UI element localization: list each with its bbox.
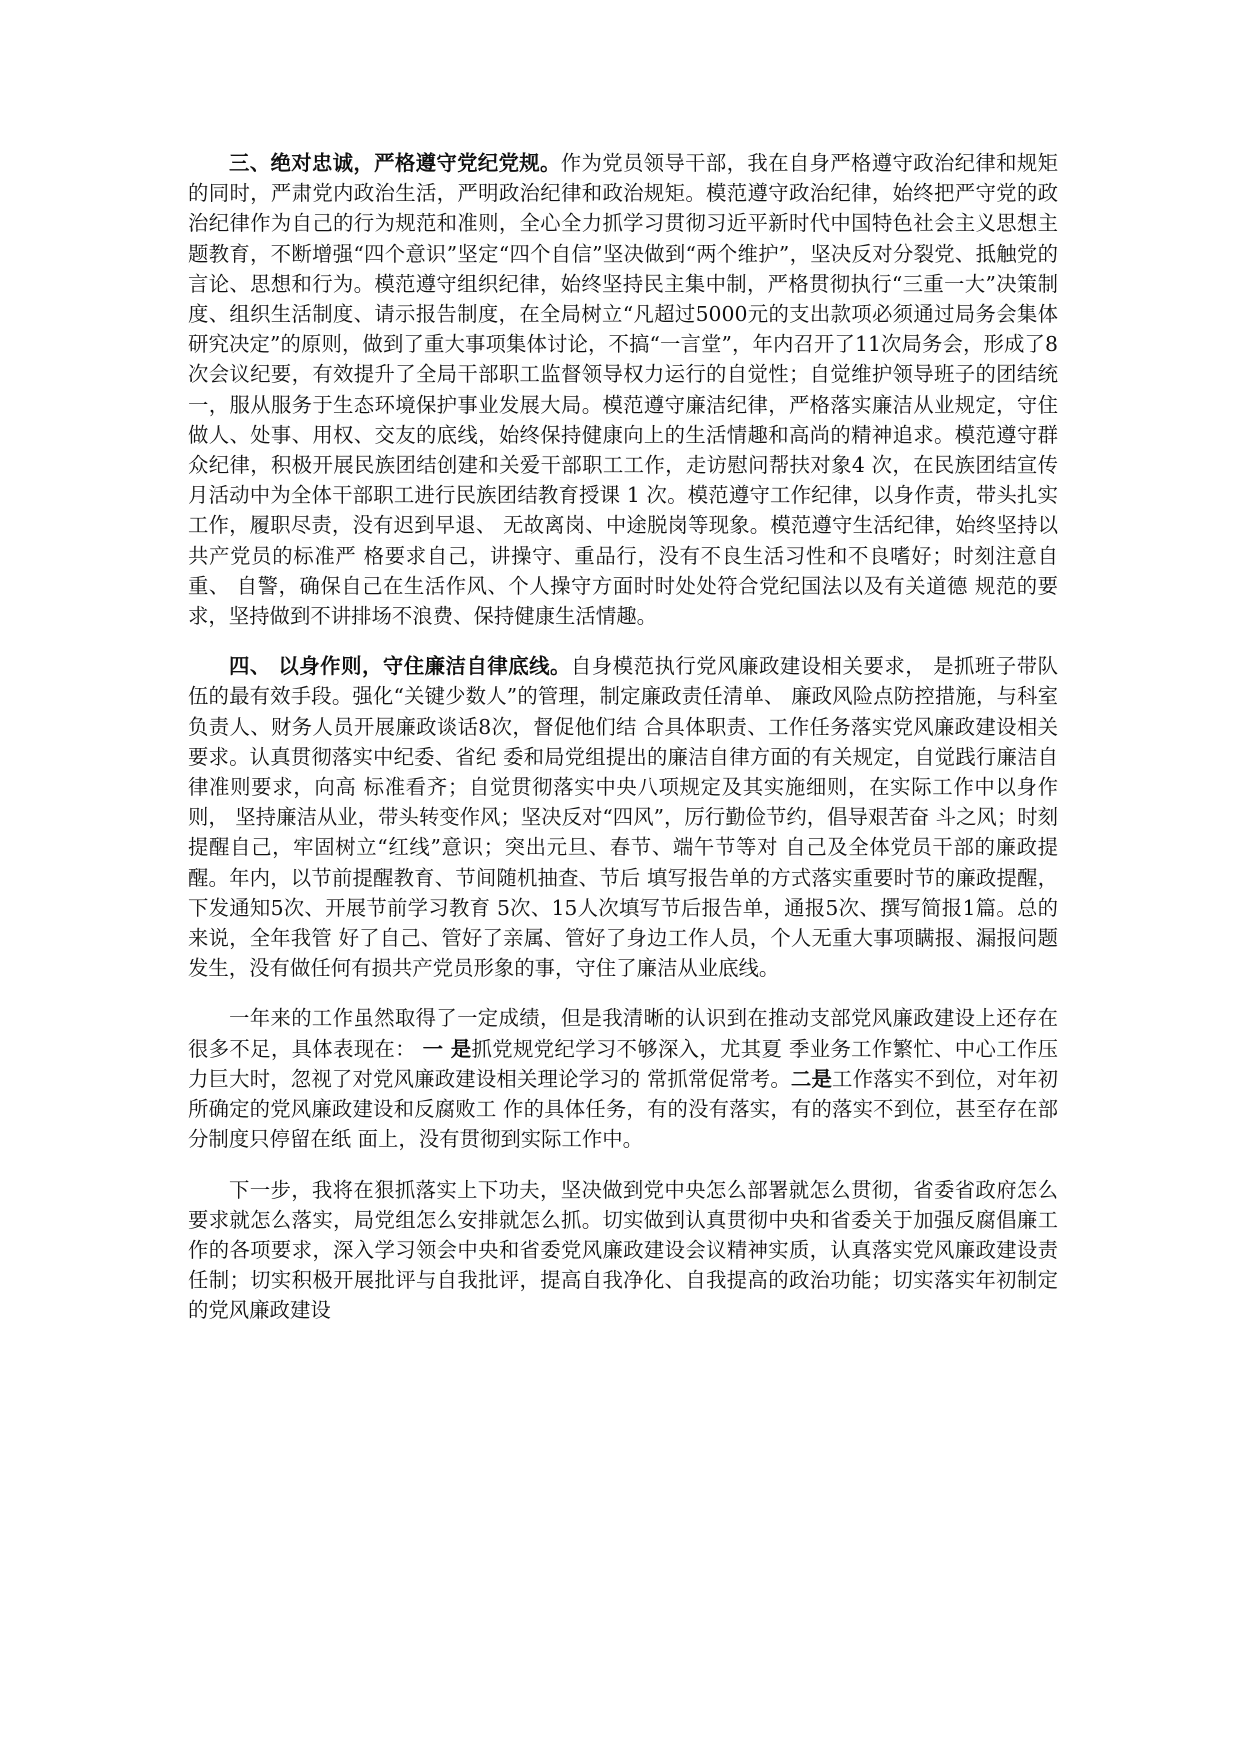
section-three-text: 作为党员领导干部，我在自身严格遵守政治纪律和规矩的同时，严肃党内政治生活，严明政治纪律和政治规矩。模范遵守政治纪律，始终把严守党的政治纪律作为自己的行为规范和准则，全心全力抓学习贯彻习近平新时代中国特色社会主义思想主题教育，不断增强“四个意识”坚定“四个自信”坚决做到“两个维护”，坚决反对分裂党、抵触党的言论、思想和行为。模范遵守组织纪律，始终坚持民主集中制，严格贯彻执行“三重一大”决策制度、组织生活制度、请示报告制度，在全局树立“凡超过5000元的支出款项必须通过局务会集体研究决定”的原则，做到了重大事项集体讨论，不搞“一言堂”，年内召开了11次局务会，形成了8次会议纪要，有效提升了全局干部职工监督领导权力运行的自觉性；自觉维护领导班子的团结统一，服从服务于生态环境保护事业发展大局。模范遵守廉洁纪律，严格落实廉洁从业规定，守住做人、处事、用权、交友的底线，始终保持健康向上的生活情趣和高尚的精神追求。模范遵守群众纪律，积极开展民族团结创建和关爱干部职工工作，走访慰问帮扶对象4 次，在民族团结宣传月活动中为全体干部职工进行民族团结教育授课 1 次。模范遵守工作纪律，以身作责，带头扎实工作，履职尽责，没有迟到早退、 无故离岗、中途脱岗等现象。模范遵守生活纪律，始终坚持以共产党员的标准严 格要求自己，讲操守、重品行，没有不良生活习性和不良嗜好；时刻注意自重、 自警，确保自己在生活作风、个人操守方面时时处处符合党纪国法以及有关道德 规范的要求，坚持做到不讲排场不浪费、保持健康生活情趣。 [188, 151, 1059, 629]
document-body [188, 148, 1058, 1346]
section-four-heading: 四、 以身作则，守住廉洁自律底线。 [229, 654, 571, 679]
paragraph-next-steps [188, 1175, 1058, 1326]
paragraph-shortcomings [188, 1003, 1058, 1154]
shortcomings-intro: 一年来的工作虽然取得了一定成绩，但是我清晰的认识到在推动支部党风廉政建设上还存在很多不足，具体表现在： [188, 1006, 1058, 1061]
paragraph-section-three [188, 148, 1058, 631]
shortcoming-one-marker: 一 是 [422, 1036, 472, 1061]
section-four-text: 自身模范执行党风廉政建设相关要求， 是抓班子带队伍的最有效手段。强化“关键少数人”的管理，制定廉政责任清单、 廉政风险点防控措施，与科室负责人、财务人员开展廉政谈话8次，督促他们结 合具体职责、工作任务落实党风廉政建设相关要求。认真贯彻落实中纪委、省纪 委和局党组提出的廉洁自律方面的有关规定，自觉践行廉洁自律准则要求，向高 标准看齐；自觉贯彻落实中央八项规定及其实施细则，在实际工作中以身作则， 坚持廉洁从业，带头转变作风；坚决反对“四风”，厉行勤俭节约，倡导艰苦奋 斗之风；时刻提醒自己，牢固树立“红线”意识；突出元旦、春节、端午节等对 自己及全体党员干部的廉政提醒。年内，以节前提醒教育、节间随机抽查、节后 填写报告单的方式落实重要时节的廉政提醒，下发通知5次、开展节前学习教育 5次、15人次填写节后报告单，通报5次、撰写简报1篇。总的来说，全年我管 好了自己、管好了亲属、管好了身边工作人员，个人无重大事项瞒报、漏报问题 发生，没有做任何有损共产党员形象的事，守住了廉洁从业底线。 [188, 654, 1058, 981]
shortcoming-two-text: 工作落实不到位，对年初所确定的党风廉政建设和反腐败工 作的具体任务，有的没有落实，有的落实不到位，甚至存在部分制度只停留在纸 面上，没有贯彻到实际工作中。 [188, 1066, 1059, 1152]
shortcoming-two-marker: 二是 [790, 1066, 833, 1091]
next-steps-text: 下一步，我将在狠抓落实上下功夫，坚决做到党中央怎么部署就怎么贯彻，省委省政府怎么要求就怎么落实，局党组怎么安排就怎么抓。切实做到认真贯彻中央和省委关于加强反腐倡廉工作的各项要求，深入学习领会中央和省委党风廉政建设会议精神实质，认真落实党风廉政建设责任制；切实积极开展批评与自我批评，提高自我净化、自我提高的政治功能；切实落实年初制定的党风廉政建设 [188, 1177, 1058, 1323]
section-three-heading: 三、绝对忠诚，严格遵守党纪党规。 [229, 151, 561, 175]
paragraph-section-four [188, 651, 1058, 983]
shortcoming-one-text: 抓党规党纪学习不够深入，尤其夏 季业务工作繁忙、中心工作压力巨大时，忽视了对党风廉政建设相关理论学习的 常抓常促常考。 [188, 1036, 1059, 1091]
